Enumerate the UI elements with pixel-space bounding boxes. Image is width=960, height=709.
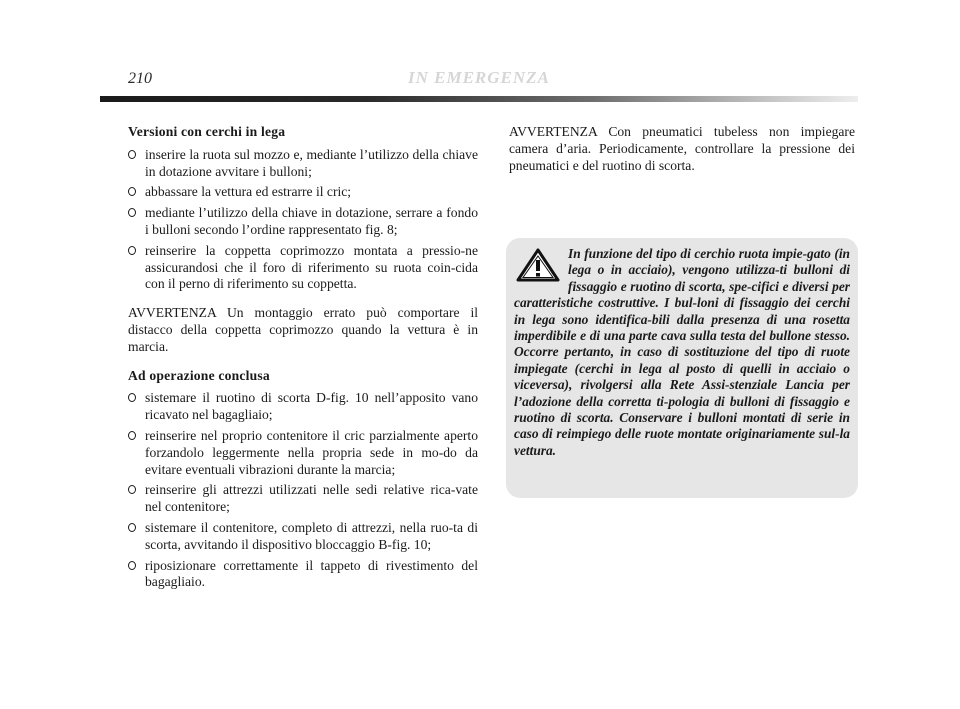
circle-bullet-icon (128, 187, 136, 196)
list-item: riposizionare correttamente il tappeto di rivestimento del bagagliaio. (128, 558, 478, 592)
circle-bullet-icon (128, 561, 136, 570)
circle-bullet-icon (128, 246, 136, 255)
list-item: inserire la ruota sul mozzo e, mediante l’utilizzo della chiave in dotazione avvitare i bulloni; (128, 147, 478, 181)
list-item: reinserire la coppetta coprimozzo montata a pressio-ne assicurandosi che il foro di riferimento su ruota coin-cida con il perno di riferimento su coppetta. (128, 243, 478, 293)
page-header-title: IN EMERGENZA (408, 68, 550, 87)
circle-bullet-icon (128, 393, 136, 402)
section-title-operation-complete: Ad operazione conclusa (128, 367, 270, 383)
circle-bullet-icon (128, 523, 136, 532)
circle-bullet-icon (128, 485, 136, 494)
left-column (128, 124, 478, 595)
list-item: sistemare il contenitore, completo di attrezzi, nella ruo-ta di scorta, avvitando il dispositivo bloccaggio B-fig. 10; (128, 520, 478, 554)
page-number: 210 (128, 70, 152, 87)
right-column (509, 124, 855, 174)
list-item: sistemare il ruotino di scorta D-fig. 10 nell’apposito vano ricavato nel bagagliaio; (128, 390, 478, 424)
list-item: mediante l’utilizzo della chiave in dotazione, serrare a fondo i bulloni secondo l’ordine rappresentato fig. 8; (128, 205, 478, 239)
list-item: reinserire nel proprio contenitore il cric parzialmente aperto forzandolo leggermente nella propria sede in mo-do da evitare eventuali vibrazioni durante la marcia; (128, 428, 478, 478)
alloy-wheels-steps (128, 147, 478, 293)
circle-bullet-icon (128, 431, 136, 440)
section-title-alloy-wheels: Versioni con cerchi in lega (128, 124, 286, 139)
list-item: reinserire gli attrezzi utilizzati nelle sedi relative rica-vate nel contenitore; (128, 482, 478, 516)
circle-bullet-icon (128, 208, 136, 217)
circle-bullet-icon (128, 150, 136, 159)
warning-box-text: In funzione del tipo di cerchio ruota impie-gato (in lega o in acciaio), vengono utilizza-ti bulloni di fissaggio e ruotino di scorta, spe-cifici e diversi per caratteristiche costruttive. I bul-loni di fissaggio dei cerchi in lega sono identifica-bili dalla presenza di una rosetta imperdibile e di una parte cava sulla testa del bullone stesso. Occorre pertanto, in caso di sostituzione del tipo di ruote impiegate (cerchi in lega al posto di quelli in acciaio o viceversa), rivolgersi alla Rete Assi-stenziale Lancia per l’adozione della corretta ti-pologia di bulloni di fissaggio e ruotino di scorta. Conservare i bulloni montati di serie in caso di reimpiego delle ruote montate originariamente sul-la vettura. (514, 246, 850, 458)
operation-complete-steps (128, 390, 478, 591)
tubeless-warning-paragraph: AVVERTENZA Con pneumatici tubeless non impiegare camera d’aria. Periodicamente, controllare la pressione dei pneumatici e del ruotino di scorta. (509, 124, 855, 173)
list-item: abbassare la vettura ed estrarre il cric; (128, 184, 478, 201)
header-rule (100, 96, 858, 102)
warning-triangle-icon (516, 248, 560, 282)
hubcap-warning-paragraph: AVVERTENZA Un montaggio errato può comportare il distacco della coppetta coprimozzo quando la vettura è in marcia. (128, 305, 478, 354)
